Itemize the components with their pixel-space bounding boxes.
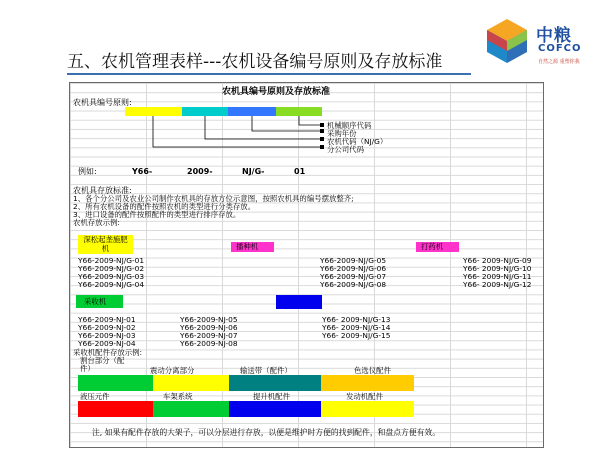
parts-section-label: 采收机配件存放示例:: [73, 348, 143, 357]
part-label-vibration: 震动分离部分: [150, 366, 195, 375]
part-block-conveyor: [229, 375, 321, 391]
legend-sequence-code: 机械顺序代码: [327, 121, 372, 130]
storage-rule-3: 3、进口设备的配件按照配件的类型进行排序存放。: [73, 210, 241, 219]
machine-code-item: Y66- 2009-NJ/G-14: [322, 323, 391, 332]
part-block-color-sorter: [321, 375, 414, 391]
machine-code-item: Y66- 2009-NJ/G-12: [463, 280, 532, 289]
part-label-engine: 发动机配件: [346, 392, 383, 401]
cofco-logo: [484, 12, 596, 74]
example-part-branch: Y66-: [132, 167, 153, 176]
part-label-header: 割台部分（配件）: [80, 356, 125, 373]
group-header-deep-tillage: [78, 235, 133, 254]
machine-code-item: Y66-2009-NJ-04: [78, 339, 136, 348]
group-header-sprayer: [416, 242, 459, 252]
group-name-deep-tillage: 深松起垄施肥机: [83, 235, 128, 253]
spreadsheet: [69, 82, 544, 448]
part-block-header: [78, 375, 153, 391]
group-name-harvester: 采收机: [84, 297, 107, 306]
machine-code-item: Y66- 2009-NJ/G-09: [463, 256, 532, 265]
machine-code-item: Y66- 2009-NJ/G-11: [463, 272, 532, 281]
machine-code-item: Y66-2009-NJ-05: [180, 315, 238, 324]
slide-title: 五、农机管理表样---农机设备编号原则及存放标准: [67, 52, 443, 72]
machine-code-item: Y66- 2009-NJ/G-15: [322, 331, 391, 340]
numbering-section-label: 农机具编号原则:: [73, 98, 132, 107]
part-label-color-sorter: 色选仪配件: [354, 366, 391, 375]
legend-branch-code: 分公司代码: [327, 145, 364, 154]
storage-example-label: 农机存放示例:: [73, 218, 120, 227]
code-connector-lines: [70, 83, 545, 173]
part-label-conveyor: 输送带（配件）: [240, 366, 292, 375]
group-header-harvester: [76, 295, 123, 308]
machine-code-item: Y66-2009-NJ/G-03: [78, 272, 145, 281]
machine-code-item: Y66-2009-NJ-08: [180, 339, 238, 348]
machine-code-item: Y66-2009-NJ/G-01: [78, 256, 145, 265]
cofco-logo-icon: [484, 18, 530, 64]
logo-english-name: COFCO: [538, 43, 582, 54]
part-label-frame: 车架系统: [163, 392, 193, 401]
machine-code-item: Y66-2009-NJ-01: [78, 315, 136, 324]
part-block-elevator: [229, 401, 321, 417]
part-block-hydraulic: [78, 401, 153, 417]
group-name-sprayer: 打药机: [421, 242, 444, 251]
part-block-frame: [153, 401, 229, 417]
group-header-blue: [276, 295, 322, 309]
machine-code-item: Y66-2009-NJ-06: [180, 323, 238, 332]
example-part-year: 2009-: [187, 167, 213, 176]
legend-purchase-year: 采购年份: [327, 129, 357, 138]
legend-machine-code: 农机代码（NJ/G）: [327, 137, 388, 146]
part-block-engine: [321, 401, 414, 417]
storage-section-label: 农机具存放标准:: [73, 186, 132, 195]
part-label-elevator: 提升机配件: [253, 392, 290, 401]
machine-code-item: Y66-2009-NJ-02: [78, 323, 136, 332]
machine-code-item: Y66-2009-NJ-07: [180, 331, 238, 340]
group-name-seeder: 播种机: [236, 242, 259, 251]
title-underline: [67, 73, 471, 75]
machine-code-item: Y66-2009-NJ/G-05: [320, 256, 387, 265]
machine-code-item: Y66-2009-NJ/G-08: [320, 280, 387, 289]
machine-code-item: Y66- 2009-NJ/G-10: [463, 264, 532, 273]
storage-rule-2: 2、所有农机设备的配件按照农机的类型进行分类存放。: [73, 202, 256, 211]
example-label: 例如:: [78, 167, 97, 176]
part-block-vibration: [153, 375, 229, 391]
machine-code-item: Y66-2009-NJ/G-04: [78, 280, 145, 289]
machine-code-item: Y66-2009-NJ/G-02: [78, 264, 145, 273]
footnote: 注, 如果有配件存放的大架子，可以分层进行存放，以便是维护时方便的找到配件，和盘点方便有效。: [92, 428, 441, 437]
logo-chinese-name: 中粮: [536, 26, 572, 46]
machine-code-item: Y66-2009-NJ/G-06: [320, 264, 387, 273]
part-label-hydraulic: 液压元件: [80, 392, 110, 401]
storage-rule-1: 1、各个分公司及农业公司制作农机具的存放方位示意图，按照农机具的编号摆放整齐;: [73, 194, 354, 203]
machine-code-item: Y66- 2009-NJ/G-13: [322, 315, 391, 324]
group-header-seeder: [231, 242, 274, 252]
machine-code-item: Y66-2009-NJ/G-07: [320, 272, 387, 281]
sheet-heading: 农机具编号原则及存放标准: [222, 87, 331, 97]
example-part-machine: NJ/G-: [242, 167, 265, 176]
example-part-sequence: 01: [294, 167, 306, 176]
logo-slogan: 自然之源 重塑你我: [538, 59, 580, 65]
machine-code-item: Y66-2009-NJ-03: [78, 331, 136, 340]
